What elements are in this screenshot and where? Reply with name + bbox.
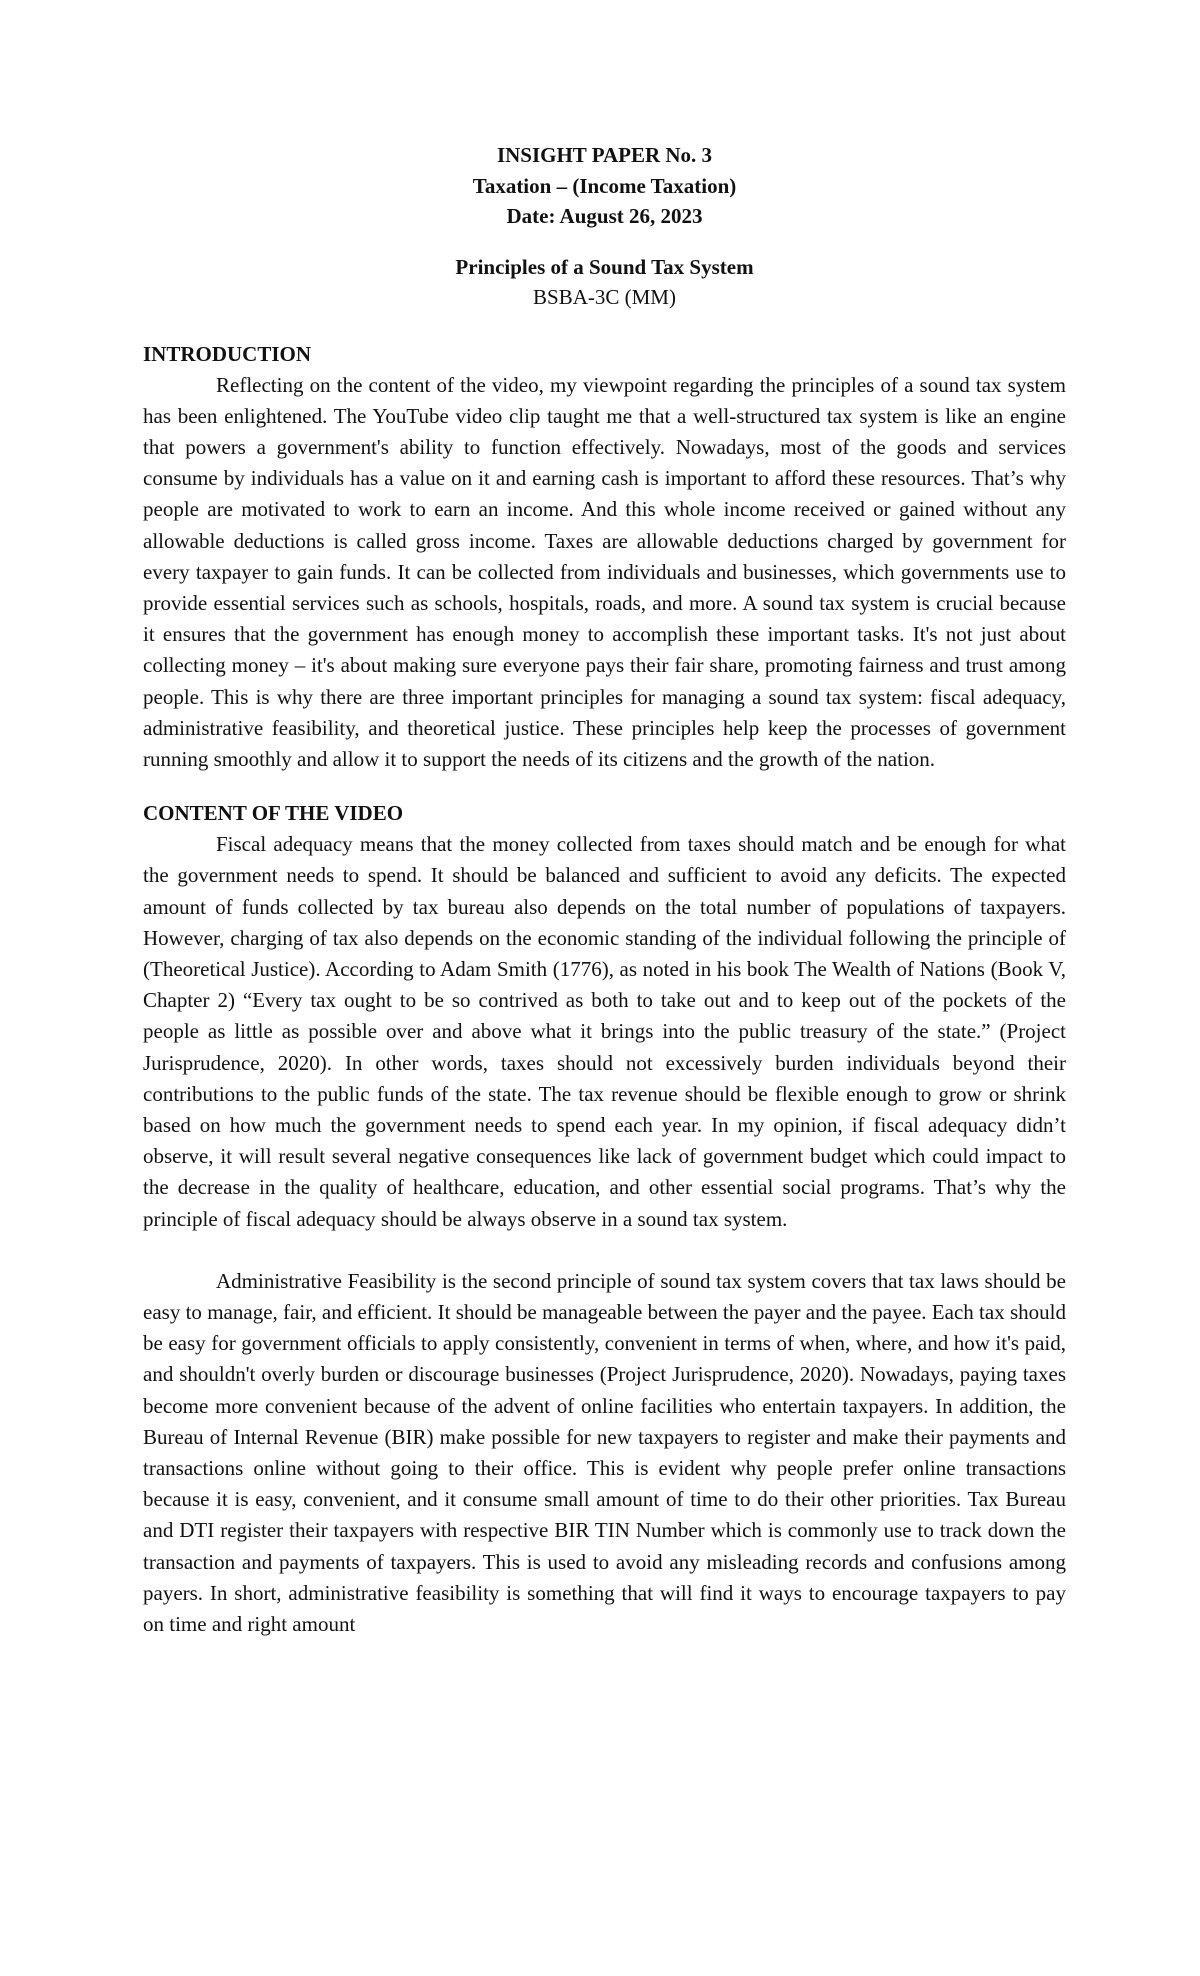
class-section: BSBA-3C (MM) <box>533 285 676 309</box>
document-header <box>143 140 1066 313</box>
paper-number: INSIGHT PAPER No. 3 <box>496 143 713 167</box>
introduction-heading: INTRODUCTION <box>143 341 312 366</box>
content-heading: CONTENT OF THE VIDEO <box>143 801 404 826</box>
fiscal-adequacy-paragraph: Fiscal adequacy means that the money collected from taxes should match and be enough for what the government needs to spend. It should be balanced and sufficient to avoid any deficits. The expected amount of funds collected by tax bureau also depends on the total number of populations of taxpayers. However, charging of tax also depends on the economic standing of the individual following the principle of (Theoretical Justice). According to Adam Smith (1776), as noted in his book The Wealth of Nations (Book V, Chapter 2) “Every tax ought to be so contrived as both to take out and to keep out of the pockets of the people as little as possible over and above what it brings into the public treasury of the state.” (Project Jurisprudence, 2020). In other words, taxes should not excessively burden individuals beyond their contributions to the public funds of the state. The tax revenue should be flexible enough to grow or shrink based on how much the government needs to spend each year. In my opinion, if fiscal adequacy didn’t observe, it will result several negative consequences like lack of government budget which could impact to the decrease in the quality of healthcare, education, and other essential social programs. That’s why the principle of fiscal adequacy should be always observe in a sound tax system. <box>143 832 1066 1231</box>
subject-line: Taxation – (Income Taxation) <box>472 173 737 198</box>
introduction-paragraph: Reflecting on the content of the video, my viewpoint regarding the principles of a sound tax system has been enlightened. The YouTube video clip taught me that a well-structured tax system is like an engine that powers a government's ability to function effectively. Nowadays, most of the goods and services consume by individuals has a value on it and earning cash is important to afford these resources. That’s why people are motivated to work to earn an income. And this whole income received or gained without any allowable deductions is called gross income. Taxes are allowable deductions charged by government for every taxpayer to gain funds. It can be collected from individuals and businesses, which governments use to provide essential services such as schools, hospitals, roads, and more. A sound tax system is crucial because it ensures that the government has enough money to accomplish these important tasks. It's not just about collecting money – it's about making sure everyone pays their fair share, promoting fairness and trust among people. This is why there are three important principles for managing a sound tax system: fiscal adequacy, administrative feasibility, and theoretical justice. These principles help keep the processes of government running smoothly and allow it to support the needs of its citizens and the growth of the nation. <box>143 372 1066 771</box>
header-spacer <box>143 232 1066 252</box>
paper-title: Principles of a Sound Tax System <box>455 254 754 279</box>
document-page <box>143 140 1066 1640</box>
administrative-feasibility-paragraph: Administrative Feasibility is the second principle of sound tax system covers that tax laws should be easy to manage, fair, and efficient. It should be manageable between the payer and the payee. Each tax should be easy for government officials to apply consistently, convenient in terms of when, where, and how it's paid, and shouldn't overly burden or discourage businesses (Project Jurisprudence, 2020). Nowadays, paying taxes become more convenient because of the advent of online facilities who entertain taxpayers. In addition, the Bureau of Internal Revenue (BIR) make possible for new taxpayers to register and make their payments and transactions online without going to their office. This is evident why people prefer online transactions because it is easy, convenient, and it consume small amount of time to do their other priorities. Tax Bureau and DTI register their taxpayers with respective BIR TIN Number which is commonly use to track down the transaction and payments of taxpayers. This is used to avoid any misleading records and confusions among payers. In short, administrative feasibility is something that will find it ways to encourage taxpayers to pay on time and right amount <box>143 1268 1066 1637</box>
date-line: Date: August 26, 2023 <box>506 204 703 228</box>
